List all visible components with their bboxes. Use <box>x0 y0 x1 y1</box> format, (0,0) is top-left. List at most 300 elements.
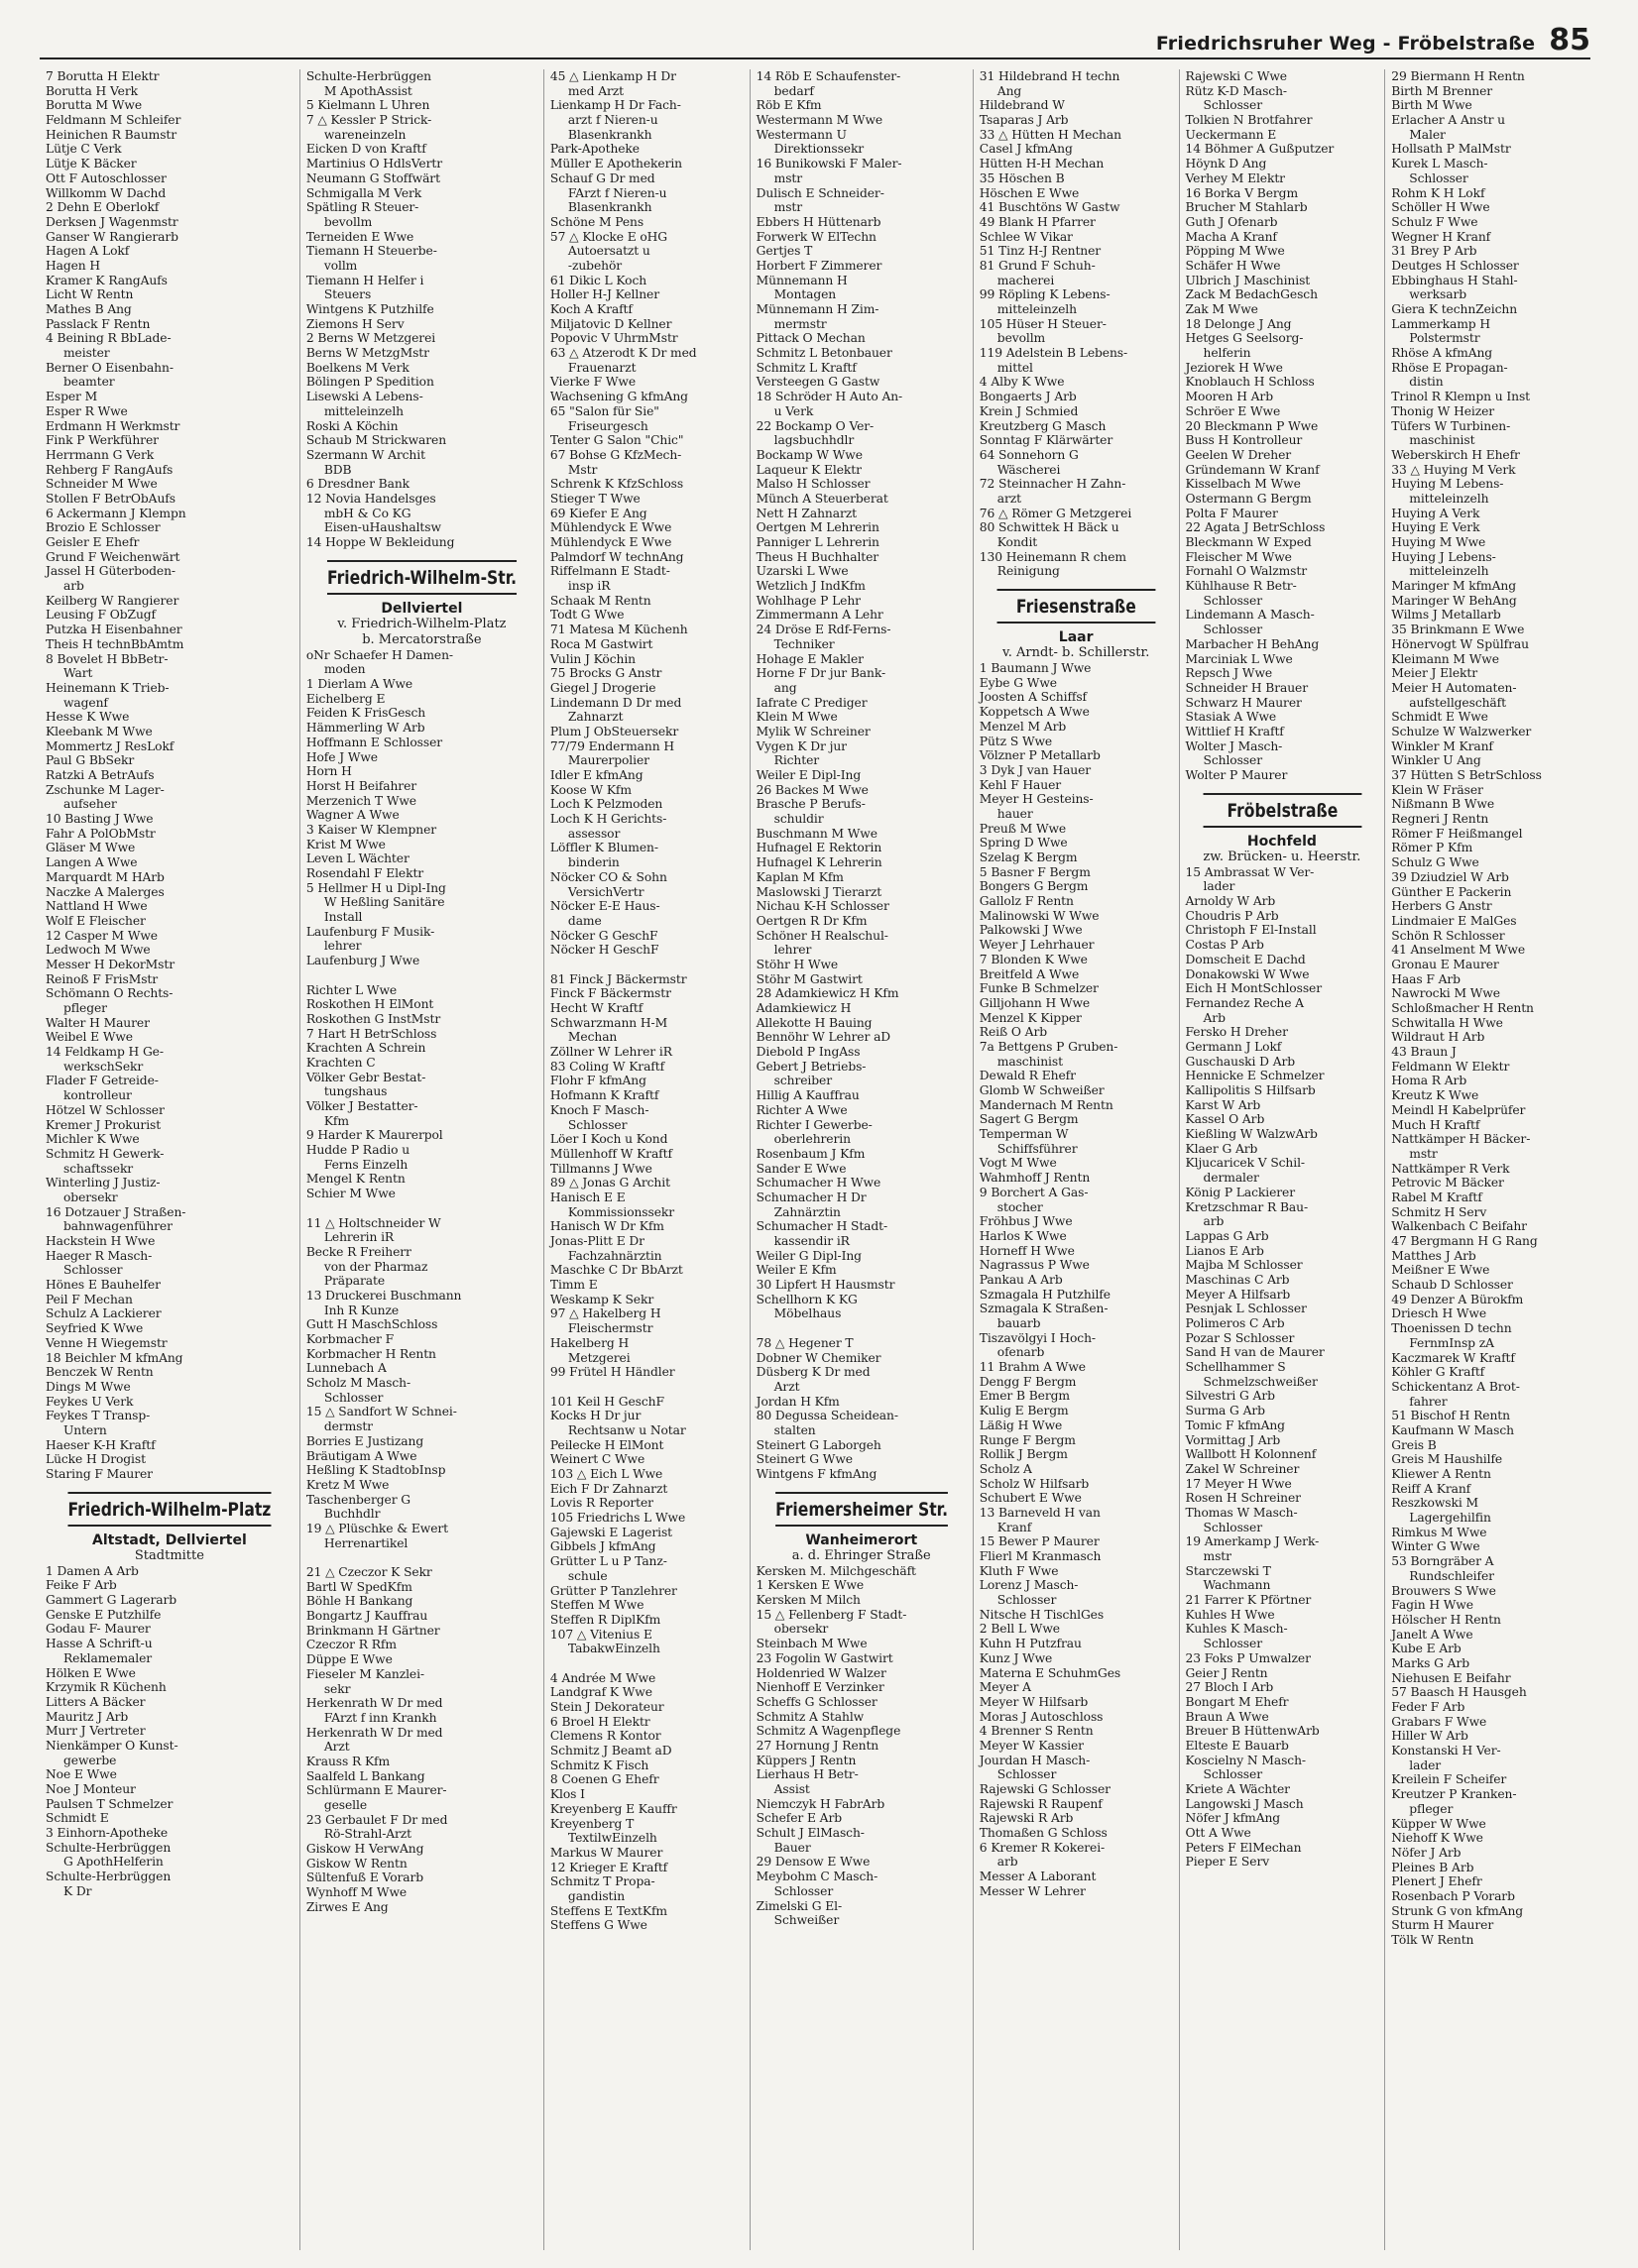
directory-entry: Heinemann K Trieb- <box>46 680 170 695</box>
directory-entry: Kuhles H Wwe <box>1185 1607 1275 1622</box>
directory-entry: Kießling W WalzwArb <box>1185 1127 1318 1142</box>
directory-entry: mittel <box>996 360 1033 375</box>
directory-entry: 11 △ Holtschneider W <box>305 1215 441 1230</box>
directory-entry: Nöfer J Arb <box>1391 1845 1462 1860</box>
directory-entry: Esper M <box>46 390 98 404</box>
directory-entry: Thomas W Masch- <box>1185 1505 1298 1520</box>
directory-entry: Rimkus M Wwe <box>1391 1525 1487 1539</box>
directory-entry: Runge F Bergm <box>979 1432 1076 1447</box>
directory-entry: Rajewski G Schlosser <box>979 1782 1111 1796</box>
directory-entry: Trinol R Klempn u Inst <box>1391 390 1531 404</box>
directory-entry: Fleischermstr <box>567 1321 653 1336</box>
directory-entry: Rajewski R Raupenf <box>979 1796 1103 1811</box>
directory-entry: Nöcker G GeschF <box>549 928 658 943</box>
directory-entry: 8 Bovelet H BbBetr- <box>46 651 169 666</box>
directory-entry: Haeger R Masch- <box>46 1248 153 1263</box>
directory-entry: Lammerkamp H <box>1391 316 1490 331</box>
directory-entry: Rabel M Kraftf <box>1391 1190 1482 1204</box>
directory-entry: 33 △ Hütten H Mechan <box>979 127 1121 142</box>
directory-entry: u Verk <box>773 403 814 418</box>
directory-entry: Wart <box>63 666 93 681</box>
street-subheading: Altstadt, Dellviertel <box>92 1531 247 1548</box>
column <box>299 69 543 2250</box>
directory-entry: Kreutzer P Kranken- <box>1391 1787 1517 1802</box>
directory-entry: ang <box>773 680 797 695</box>
directory-entry: Kondit <box>996 535 1038 549</box>
directory-entry: Leusing F ObZugf <box>46 608 156 623</box>
directory-entry: Völzner P Metallarb <box>979 748 1101 763</box>
directory-entry: Hetges G Seelsorg- <box>1185 331 1304 346</box>
directory-entry: Preuß M Wwe <box>979 821 1067 836</box>
directory-entry: moden <box>323 662 366 677</box>
directory-entry: Zak M Wwe <box>1185 302 1258 316</box>
directory-entry: 19 Amerkamp J Werk- <box>1185 1534 1320 1549</box>
directory-entry: Gallolz F Rentn <box>979 894 1074 909</box>
directory-entry <box>306 968 537 983</box>
directory-entry: Wahmhoff J Rentn <box>979 1171 1091 1186</box>
directory-entry: Miljatovic D Kellner <box>549 316 672 331</box>
directory-entry: 3 Dyk J van Hauer <box>979 762 1092 777</box>
directory-entry: Thomaßen G Schloss <box>979 1826 1108 1841</box>
directory-entry: Hofmann K Kraftf <box>549 1088 659 1103</box>
directory-entry: Meyer H Gesteins- <box>979 792 1094 807</box>
directory-entry: von der Pharmaz <box>323 1259 428 1274</box>
directory-entry: Ostermann G Bergm <box>1185 491 1312 506</box>
directory-entry: Heinichen R Baumstr <box>46 127 177 142</box>
directory-entry: Noe E Wwe <box>46 1767 117 1782</box>
directory-entry: TextilwEinzelh <box>567 1831 657 1846</box>
directory-entry: 3 Einhorn-Apotheke <box>46 1826 169 1841</box>
directory-entry: Stollen F BetrObAufs <box>46 491 176 506</box>
directory-entry: 76 △ Römer G Metzgerei <box>979 506 1132 520</box>
directory-entry: K Dr <box>63 1883 92 1898</box>
directory-entry: 21 Farrer K Pförtner <box>1185 1593 1312 1608</box>
directory-entry: bevollm <box>323 214 373 229</box>
street-heading: Fröbelstraße <box>1203 793 1361 828</box>
directory-entry: 119 Adelstein B Lebens- <box>979 346 1128 361</box>
directory-entry: Huying M Lebens- <box>1391 477 1504 492</box>
directory-entry: Ferns Einzelh <box>323 1157 409 1172</box>
directory-entry: 64 Sonnehorn G <box>979 447 1079 462</box>
directory-entry: Schmitz H Gewerk- <box>46 1146 165 1161</box>
directory-entry: 16 Borka V Bergm <box>1185 185 1299 200</box>
directory-entry: Weiler E Kfm <box>756 1263 837 1278</box>
directory-entry: Schubert E Wwe <box>979 1491 1082 1506</box>
directory-entry: Schulze W Walzwerker <box>1391 724 1532 738</box>
directory-entry: Herrenartikel <box>323 1535 409 1550</box>
directory-entry: Nichau K-H Schlosser <box>756 899 889 914</box>
directory-entry: Rosendahl F Elektr <box>305 866 424 880</box>
directory-entry: Schmigalla M Verk <box>305 185 422 200</box>
directory-entry: Kehl F Hauer <box>979 777 1062 792</box>
directory-entry: Popovic V UhrmMstr <box>549 331 678 346</box>
directory-entry <box>550 1380 744 1395</box>
directory-entry: 1 Damen A Arb <box>46 1563 139 1578</box>
directory-entry: Marks G Arb <box>1391 1655 1469 1670</box>
directory-entry: gandistin <box>567 1888 626 1903</box>
directory-entry: Weiler E Dipl-Ing <box>756 768 862 782</box>
directory-entry: 5 Kielmann L Uhren <box>305 98 430 113</box>
directory-entry: Eich F Dr Zahnarzt <box>549 1481 668 1496</box>
directory-entry: Schmitz J Beamt aD <box>549 1744 672 1758</box>
directory-entry: stocher <box>996 1199 1043 1214</box>
directory-entry: mitteleinzelh <box>1409 491 1489 506</box>
directory-entry: Rosen H Schreiner <box>1185 1491 1301 1506</box>
directory-entry: 89 △ Jonas G Archit <box>549 1176 670 1191</box>
street-subheading: Laar <box>1058 629 1094 646</box>
directory-entry: Arb <box>1203 1010 1226 1025</box>
directory-entry: Korbmacher F <box>305 1332 395 1346</box>
directory-entry: Markus W Maurer <box>549 1845 663 1860</box>
directory-entry: Präparate <box>323 1274 386 1289</box>
directory-entry: Jonas-Plitt E Dr <box>549 1234 644 1248</box>
directory-entry: Riffelmann E Stadt- <box>549 564 670 579</box>
directory-entry: Koch A Kraftf <box>549 302 633 316</box>
column <box>750 69 973 2250</box>
directory-entry: Niemczyk H FabrArb <box>756 1796 885 1811</box>
directory-entry: Thoenissen D techn <box>1391 1321 1512 1336</box>
directory-entry: Gammert G Lagerarb <box>46 1593 177 1608</box>
directory-entry: 99 Frütel H Händler <box>549 1365 675 1380</box>
directory-entry: Langowski J Masch <box>1185 1796 1304 1811</box>
directory-entry: 15 Bewer P Maurer <box>979 1534 1100 1549</box>
directory-entry: Petrovic M Bäcker <box>1391 1176 1504 1191</box>
directory-entry: Münnemann H Zim- <box>756 302 879 316</box>
directory-entry: Westermann U <box>756 127 847 142</box>
directory-entry: 130 Heinemann R chem <box>979 549 1126 564</box>
directory-entry: Müllenhoff W Kraftf <box>549 1146 672 1161</box>
directory-entry: Nienkämper O Kunst- <box>46 1738 178 1753</box>
directory-entry: 105 Friedrichs L Wwe <box>549 1511 686 1526</box>
directory-entry: Wolf E Fleischer <box>46 913 146 928</box>
directory-entry: Schöller H Wwe <box>1391 200 1490 215</box>
directory-entry: Paulsen T Schmelzer <box>46 1796 174 1811</box>
directory-entry: Driesch H Wwe <box>1391 1306 1487 1321</box>
directory-entry: Dengg F Bergm <box>979 1374 1077 1389</box>
directory-entry: Krachten A Schrein <box>305 1041 426 1056</box>
directory-entry: Vormittag J Arb <box>1185 1432 1281 1447</box>
directory-entry: Meindl H Kabelprüfer <box>1391 1102 1526 1117</box>
directory-entry: Schmitz A Stahlw <box>756 1709 865 1724</box>
directory-entry: Wilms J Metallarb <box>1391 608 1501 623</box>
directory-entry: Meier H Automaten- <box>1391 680 1517 695</box>
directory-entry: Herrmann G Verk <box>46 447 155 462</box>
directory-entry: mitteleinzelh <box>1409 564 1489 579</box>
directory-entry: Pankau A Arb <box>979 1272 1063 1287</box>
street-section <box>1186 793 1379 1870</box>
directory-entry: Licht W Rentn <box>46 287 134 302</box>
directory-entry: Köhler G Kraftf <box>1391 1365 1485 1380</box>
directory-entry: Becke R Freiherr <box>305 1244 411 1259</box>
directory-entry: Nienhoff E Verzinker <box>756 1680 884 1695</box>
directory-entry: Kranf <box>996 1520 1032 1534</box>
directory-entry: Zöllner W Lehrer iR <box>549 1045 672 1060</box>
directory-entry: Hölscher H Rentn <box>1391 1612 1501 1627</box>
directory-entry: Jassel H Güterboden- <box>46 564 176 579</box>
directory-entry: Kurek L Masch- <box>1391 157 1488 171</box>
directory-entry: Esper R Wwe <box>46 403 128 418</box>
directory-entry: 4 Brenner S Rentn <box>979 1724 1094 1739</box>
directory-entry: Kfm <box>323 1113 349 1128</box>
directory-entry: Merzenich T Wwe <box>305 793 416 808</box>
directory-entry: Hohage E Makler <box>756 651 864 666</box>
directory-entry: Reinoß F FrisMstr <box>46 971 159 986</box>
directory-entry: Breitfeld A Wwe <box>979 966 1080 981</box>
directory-entry: G ApothHelferin <box>63 1855 164 1870</box>
directory-entry: Bennöhr W Lehrer aD <box>756 1030 891 1045</box>
directory-entry: Verhey M Elektr <box>1185 170 1285 185</box>
directory-entry: 107 △ Vitenius E <box>549 1627 652 1642</box>
directory-entry: Winterling J Justiz- <box>46 1176 161 1191</box>
directory-entry: 7a Bettgens P Gruben- <box>979 1039 1118 1054</box>
directory-entry: Bartl W SpedKfm <box>305 1579 412 1594</box>
directory-entry: insp iR <box>567 579 611 594</box>
directory-entry: Rütz K-D Masch- <box>1185 83 1287 98</box>
directory-entry: Friseurgesch <box>567 418 648 433</box>
directory-entry: kassendir iR <box>773 1234 850 1248</box>
directory-entry: Jeziorek H Wwe <box>1185 360 1283 375</box>
directory-entry: Moras J Autoschloss <box>979 1709 1104 1724</box>
directory-entry: Hufnagel K Lehrerin <box>756 855 882 870</box>
directory-entry: Lappas G Arb <box>1185 1228 1269 1243</box>
directory-entry: Heßling K StadtobInsp <box>305 1463 446 1478</box>
directory-entry: Boelkens M Verk <box>305 360 410 375</box>
directory-entry: 21 △ Czeczor K Sekr <box>305 1565 432 1579</box>
directory-entry: Gutt H MaschSchloss <box>305 1317 438 1332</box>
directory-entry: Weiler G Dipl-Ing <box>756 1248 862 1263</box>
directory-entry: 12 Casper M Wwe <box>46 928 158 943</box>
street-subheading: b. Mercatorstraße <box>362 631 482 647</box>
directory-entry: Donakowski W Wwe <box>1185 966 1310 981</box>
directory-entry: Winkler U Ang <box>1391 753 1481 768</box>
directory-entry: Nawrocki M Wwe <box>1391 986 1500 1001</box>
directory-entry: Hönervogt W Spülfrau <box>1391 636 1529 651</box>
directory-entry: Knoch F Masch- <box>549 1102 649 1117</box>
directory-entry: Birth M Brenner <box>1391 83 1493 98</box>
directory-entry: Polta F Maurer <box>1185 506 1278 520</box>
street-section <box>46 1492 293 1899</box>
directory-entry: Guth J Ofenarb <box>1185 214 1278 229</box>
directory-entry: dermstr <box>323 1419 373 1434</box>
directory-entry: 2 Bell L Wwe <box>979 1622 1060 1637</box>
directory-entry: Braun A Wwe <box>1185 1709 1269 1724</box>
directory-entry: Horbert F Zimmerer <box>756 258 882 273</box>
directory-entry: Feder F Arb <box>1391 1700 1465 1714</box>
directory-entry: 18 Delonge J Ang <box>1185 316 1292 331</box>
directory-entry: Idler E kfmAng <box>549 768 644 782</box>
directory-entry: Versteegen G Gastw <box>756 375 880 390</box>
directory-entry: oberlehrerin <box>773 1132 851 1147</box>
directory-entry: Lianos E Arb <box>1185 1243 1264 1258</box>
directory-entry: Niehusen E Beifahr <box>1391 1670 1511 1685</box>
directory-entry: 35 Höschen B <box>979 170 1065 185</box>
directory-entry: Schaak M Rentn <box>549 593 651 608</box>
directory-entry: 47 Bergmann H G Rang <box>1391 1234 1538 1248</box>
directory-entry: Dewald R Ehefr <box>979 1069 1076 1083</box>
directory-entry: Borutta M Wwe <box>46 98 143 113</box>
directory-entry: Korbmacher H Rentn <box>305 1346 436 1361</box>
directory-entry: Hiller W Arb <box>1391 1729 1468 1744</box>
directory-entry: Nett H Zahnarzt <box>756 506 857 520</box>
directory-entry: Birth M Wwe <box>1391 98 1472 113</box>
directory-entry <box>550 958 744 972</box>
directory-entry: 22 Bockamp O Ver- <box>756 418 875 433</box>
directory-entry: Hanisch E E <box>549 1190 626 1204</box>
directory-entry: Theus H Buchhalter <box>756 549 879 564</box>
directory-entry: Wildraut H Arb <box>1391 1030 1485 1045</box>
directory-entry: Zakel W Schreiner <box>1185 1461 1300 1476</box>
directory-entry: BDB <box>323 462 352 477</box>
directory-entry: Fagin H Wwe <box>1391 1598 1473 1613</box>
directory-entry: Schickentanz A Brot- <box>1391 1379 1520 1394</box>
directory-entry: Nagrassus P Wwe <box>979 1258 1090 1273</box>
directory-entry: Brozio E Schlosser <box>46 520 161 535</box>
directory-entry: mbH & Co KG <box>323 506 411 520</box>
directory-entry: Wintgens K Putzhilfe <box>305 302 434 316</box>
directory-entry: Koppetsch A Wwe <box>979 705 1090 720</box>
directory-entry: maschinist <box>996 1054 1063 1069</box>
directory-entry: aufstellgeschäft <box>1409 695 1506 710</box>
page-number: 85 <box>1549 23 1590 57</box>
directory-entry: Genske E Putzhilfe <box>46 1607 162 1622</box>
directory-entry: lehrer <box>773 943 812 958</box>
directory-entry: 45 △ Lienkamp H Dr <box>549 69 676 83</box>
directory-entry: distin <box>1409 375 1444 390</box>
directory-entry: Harlos K Wwe <box>979 1228 1067 1243</box>
directory-entry: Dulisch E Schneider- <box>756 185 884 200</box>
directory-entry: Montagen <box>773 287 837 302</box>
directory-entry: Hakelberg H <box>549 1335 630 1350</box>
directory-entry: Repsch J Wwe <box>1185 666 1273 681</box>
directory-entry: Ebbinghaus H Stahl- <box>1391 273 1518 287</box>
directory-entry: König P Lackierer <box>1185 1185 1295 1199</box>
directory-entry: 72 Steinnacher H Zahn- <box>979 477 1126 492</box>
page-header <box>40 22 1590 59</box>
directory-entry: Steinbach M Wwe <box>756 1637 868 1651</box>
directory-entry: Costas P Arb <box>1185 938 1264 953</box>
directory-entry: arb <box>1203 1214 1225 1229</box>
directory-entry: Maslowski J Tierarzt <box>756 884 882 899</box>
directory-entry: 37 Hütten S BetrSchloss <box>1391 768 1542 782</box>
directory-entry: 41 Buschtöns W Gastw <box>979 200 1120 215</box>
directory-entry: 22 Agata J BetrSchloss <box>1185 520 1326 535</box>
directory-entry: 83 Coling W Kraftf <box>549 1059 665 1074</box>
street-subheading: Wanheimerort <box>805 1531 918 1548</box>
directory-entry: Rajewski R Arb <box>979 1811 1074 1826</box>
directory-entry: Schmitz K Fisch <box>549 1758 649 1772</box>
directory-entry: Ulbrich J Maschinist <box>1185 273 1311 287</box>
directory-entry: Lütje C Verk <box>46 142 122 157</box>
directory-entry: Wäscherei <box>996 462 1061 477</box>
directory-entry: Meyer W Hilfsarb <box>979 1694 1089 1709</box>
directory-entry: Schulz G Wwe <box>1391 855 1479 870</box>
directory-entry: Greis M Haushilfe <box>1391 1452 1503 1467</box>
directory-entry: Iafrate C Prediger <box>756 695 868 710</box>
directory-entry: Benczek W Rentn <box>46 1365 154 1380</box>
directory-entry: Bongaerts J Arb <box>979 390 1077 404</box>
directory-entry: 2 Berns W Metzgerei <box>305 331 436 346</box>
directory-entry: Römer F Heißmangel <box>1391 826 1523 841</box>
directory-entry: Lierhaus H Betr- <box>756 1767 859 1782</box>
directory-entry: Hasse A Schrift-u <box>46 1637 153 1651</box>
directory-entry: Frauenarzt <box>567 360 637 375</box>
directory-entry: Temperman W <box>979 1127 1069 1142</box>
directory-entry: Panniger L Lehrerin <box>756 535 879 549</box>
entry-block <box>46 69 293 1482</box>
directory-entry: Saalfeld L Bankang <box>305 1768 425 1783</box>
directory-entry: Majba M Schlosser <box>1185 1258 1303 1273</box>
directory-entry: Lienkamp H Dr Fach- <box>549 98 681 113</box>
directory-entry: Kube E Arb <box>1391 1642 1462 1656</box>
directory-entry: Kersken M. Milchgeschäft <box>756 1563 916 1578</box>
directory-entry: lader <box>1203 879 1235 894</box>
directory-entry: Klein W Fräser <box>1391 782 1483 797</box>
directory-entry: Rollik J Bergm <box>979 1447 1068 1462</box>
directory-entry: Wintgens F kfmAng <box>756 1467 878 1481</box>
directory-entry: Pesnjak L Schlosser <box>1185 1302 1307 1316</box>
directory-entry: Rosenbach P Vorarb <box>1391 1888 1515 1903</box>
directory-entry: Schlosser <box>773 1883 834 1898</box>
directory-entry: Schlosser <box>63 1263 123 1278</box>
directory-entry: Marciniak L Wwe <box>1185 651 1293 666</box>
street-heading: Friemersheimer Str. <box>775 1492 948 1527</box>
directory-entry: Metzgerei <box>567 1350 631 1365</box>
directory-entry: Koose W Kfm <box>549 782 632 797</box>
directory-entry: 12 Novia Handelsges <box>305 491 436 506</box>
directory-entry: Naczke A Malerges <box>46 884 165 899</box>
directory-entry: Marbacher H BehAng <box>1185 636 1320 651</box>
directory-entry: Haas F Arb <box>1391 971 1461 986</box>
directory-entry: Breuer B HüttenwArb <box>1185 1724 1320 1739</box>
directory-entry: Meybohm C Masch- <box>756 1870 878 1884</box>
directory-entry: Kühlhause R Betr- <box>1185 579 1297 594</box>
directory-entry: Schmitz L Betonbauer <box>756 346 892 361</box>
directory-entry: Zack M BedachGesch <box>1185 287 1318 302</box>
directory-entry: Lunnebach A <box>305 1361 387 1376</box>
directory-entry: Knoblauch H Schloss <box>1185 375 1315 390</box>
directory-entry: Ebbers H Hüttenarb <box>756 214 881 229</box>
directory-entry: Herbers G Anstr <box>1391 899 1492 914</box>
directory-entry: 4 Alby K Wwe <box>979 375 1065 390</box>
directory-entry: Nattland H Wwe <box>46 899 148 914</box>
directory-entry: ofenarb <box>996 1345 1045 1360</box>
directory-entry: Rhöse A kfmAng <box>1391 346 1493 361</box>
directory-entry: Sagert G Bergm <box>979 1112 1079 1127</box>
street-subheading: a. d. Ehringer Straße <box>791 1547 931 1563</box>
directory-entry: 9 Borchert A Gas- <box>979 1185 1089 1199</box>
directory-entry: Nöcker CO & Sohn <box>549 869 667 884</box>
directory-entry: 5 Hellmer H u Dipl-Ing <box>305 880 446 895</box>
directory-entry: Kersken M Milch <box>756 1593 861 1608</box>
directory-entry: Diebold P IngAss <box>756 1045 861 1060</box>
directory-entry: Brasche P Berufs- <box>756 797 866 812</box>
directory-entry: Brinkmann H Gärtner <box>305 1623 440 1638</box>
directory-entry: Schmitz H Serv <box>1391 1204 1487 1219</box>
directory-entry: Gläser M Wwe <box>46 841 136 855</box>
directory-entry: Fieseler M Kanzlei- <box>305 1666 424 1681</box>
directory-entry: Kretz M Wwe <box>305 1477 390 1492</box>
directory-entry: Schulte-Herbrüggen <box>46 1870 172 1884</box>
directory-entry: Meyer W Kassier <box>979 1738 1084 1753</box>
directory-entry: Schlosser <box>1203 753 1262 768</box>
directory-entry: Kommissionssekr <box>567 1204 675 1219</box>
directory-entry: Hennicke E Schmelzer <box>1185 1069 1325 1083</box>
directory-entry: Staring F Maurer <box>46 1467 153 1481</box>
directory-entry: Huying E Verk <box>1391 520 1480 535</box>
directory-entry: Palmdorf W technAng <box>549 549 684 564</box>
directory-entry: Huying M Wwe <box>1391 535 1486 549</box>
directory-entry: Wohlhage P Lehr <box>756 593 861 608</box>
